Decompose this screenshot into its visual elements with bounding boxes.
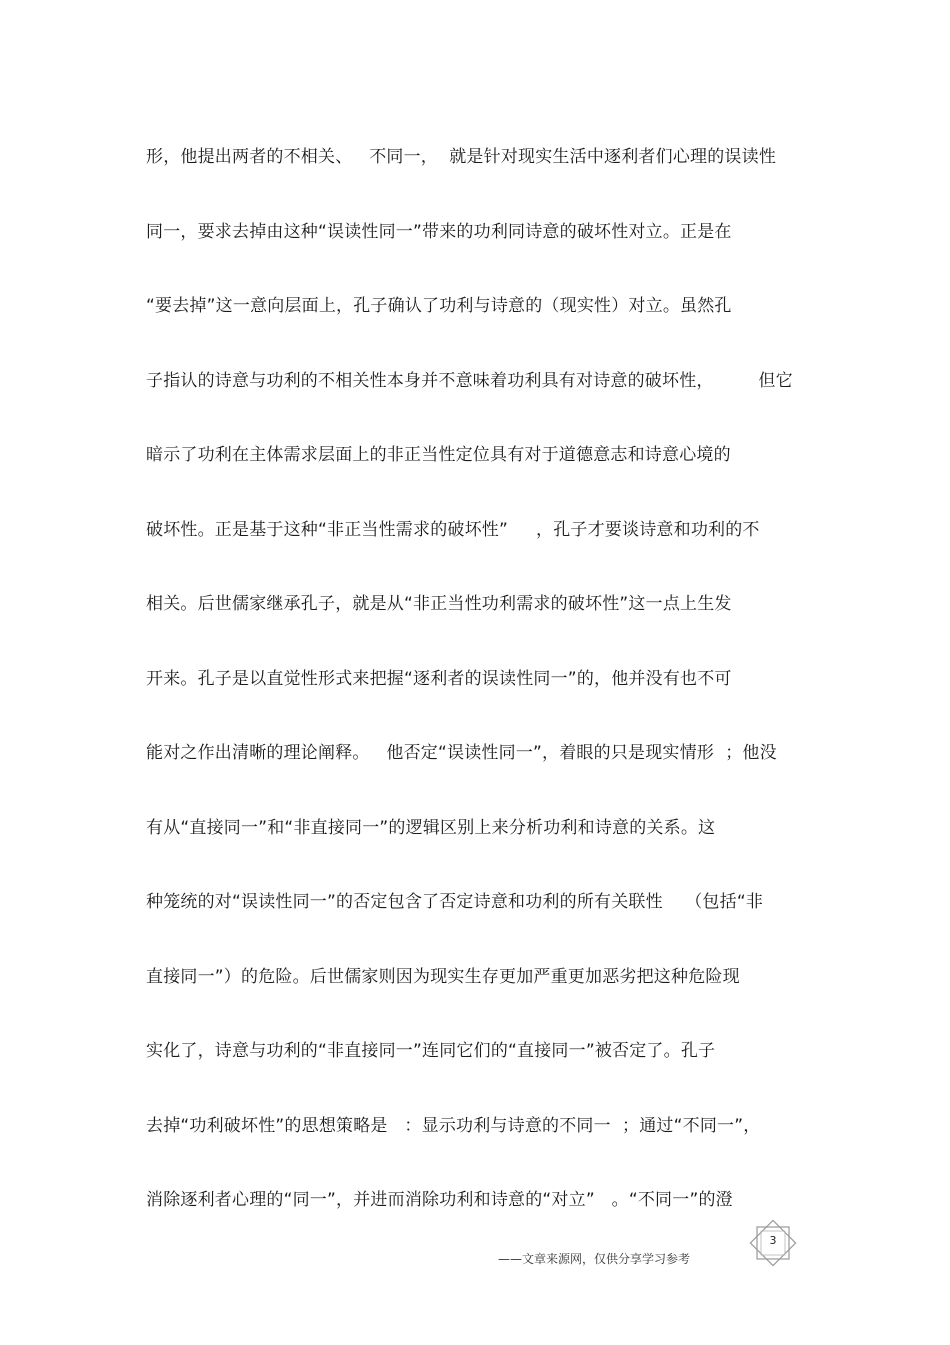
body-line: 破坏性。正是基于这种“非正当性需求的破坏性” ，孔子才要谈诗意和功利的不: [146, 519, 760, 540]
body-line: 直接同一”）的危险。后世儒家则因为现实生存更加严重更加恶劣把这种危险现: [146, 966, 740, 987]
body-line: 能对之作出清晰的理论阐释。 他否定“误读性同一”，着眼的只是现实情形 ；他没: [146, 743, 777, 763]
body-line: 消除逐利者心理的“同一”，并进而消除功利和诗意的“对立” 。“不同一”的澄: [146, 1190, 733, 1210]
body-line: 开来。孔子是以直觉性形式来把握“逐利者的误读性同一”的，他并没有也不可: [146, 668, 732, 689]
footer-source-note: ——文章来源网，仅供分享学习参考: [498, 1252, 691, 1266]
body-text: [146, 140, 811, 1258]
body-line: 形，他提出两者的不相关、 不同一， 就是针对现实生活中逐利者们心理的误读性: [146, 147, 777, 167]
page-number-badge: [748, 1220, 798, 1266]
body-line: 实化了，诗意与功利的“非直接同一”连同它们的“直接同一”被否定了。孔子: [146, 1041, 716, 1061]
body-line: 暗示了功利在主体需求层面上的非正当性定位具有对于道德意志和诗意心境的: [146, 445, 731, 465]
body-line: 去掉“功利破坏性”的思想策略是 ：显示功利与诗意的不同一 ；通过“不同一”，: [146, 1115, 761, 1136]
body-line: “要去掉”这一意向层面上，孔子确认了功利与诗意的（现实性）对立。虽然孔: [146, 296, 732, 316]
body-line: 有从“直接同一”和“非直接同一”的逻辑区别上来分析功利和诗意的关系。这: [146, 817, 716, 838]
page-number: 3: [769, 1234, 777, 1247]
body-line: 种笼统的对“误读性同一”的否定包含了否定诗意和功利的所有关联性 （包括“非: [146, 892, 764, 912]
body-line: 同一，要求去掉由这种“误读性同一”带来的功利同诗意的破坏性对立。正是在: [146, 221, 732, 242]
body-line: 相关。后世儒家继承孔子，就是从“非正当性功利需求的破坏性”这一点上生发: [146, 594, 732, 614]
body-line: 子指认的诗意与功利的不相关性本身并不意味着功利具有对诗意的破坏性， 但它: [146, 370, 793, 391]
